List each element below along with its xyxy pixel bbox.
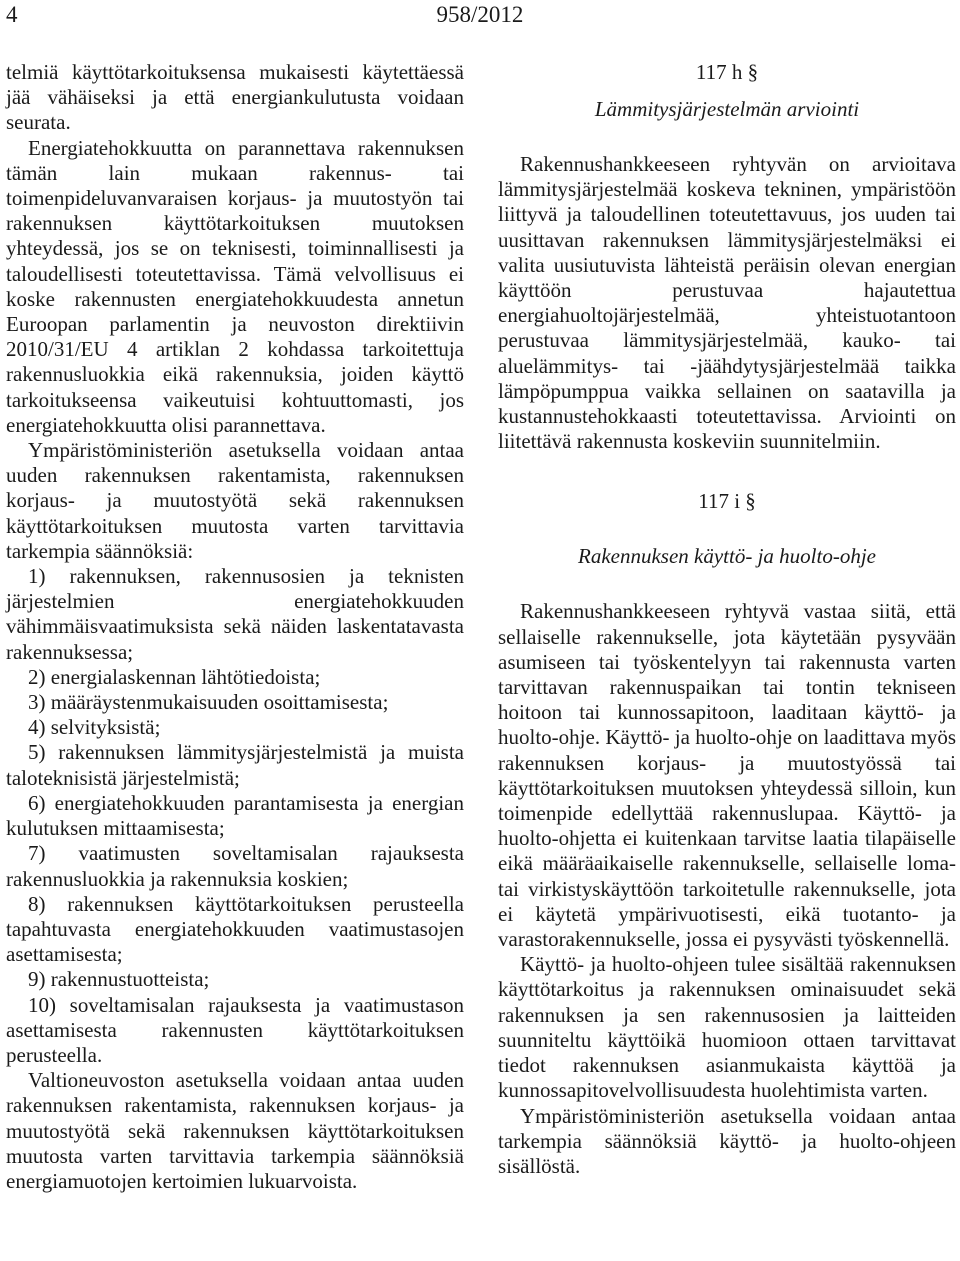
list-item-9: 9) rakennustuotteista; [28,967,210,992]
left-paragraph-last: Valtioneuvoston asetuksella voidaan antaa uuden rakennuksen rakentamista, rakennuksen korjaus- ja muutostyötä sekä rakennuksen käyttötarkoituksen muutosta varten tarvittavia tarkempia säännöksiä energiamuotojen kertoimien lukuarvoista. [6,1068,464,1193]
list-item-8: 8) rakennuksen käyttötarkoituksen perusteella tapahtuvasta energiatehokkuuden vaatimustasojen asettamisesta; [6,891,464,967]
page-number: 4 [6,2,18,27]
document-id: 958/2012 [436,2,524,27]
list-item-10: 10) soveltamisalan rajauksesta ja vaatimustason asettamisesta rakennusten käyttötarkoituksen perusteella. [6,992,464,1067]
section-117i-paragraph-2: Käyttö- ja huolto-ohjeen tulee sisältää rakennuksen käyttötarkoitus ja rakennuksen ominaisuudet sekä rakennuksen ja sen rakennusosien ja laitteiden suunniteltu käyttöikä huomioon ottaen tarvittavat tiedot rakennuksen asianmukaista käyttöä ja kunnossapitovelvollisuudesta huolehtimista varten. [498,952,956,1103]
section-117h-paragraph-1: Rakennushankkeeseen ryhtyvän on arvioitava lämmitysjärjestelmää koskeva tekninen, ympäristöön liittyvä ja taloudellinen toteutettavuus, jos uuden tai uusittavan rakennuksen lämmitysjärjestelmäksi ei valita uusiutuvista lähteistä peräisin olevan energian käyttöön perustuvaa hajautettua energiahuoltojärjestelmää, yhteistuotantoon perustuvaa lämmitysjärjestelmää, kauko- tai aluelämmitys- tai -jäähdytysjärjestelmää taikka lämpöpumppua vaikka sellainen on saatavilla ja kustannustehokkaasti toteutettavissa. Arviointi on liitettävä rakennusta koskeviin suunnitelmiin. [498,152,956,454]
list-item-2: 2) energialaskennan lähtötiedoista; [28,664,321,689]
section-title-117h: Lämmitysjärjestelmän arviointi [594,97,860,121]
list-item-3: 3) määräystenmukaisuuden osoittamisesta; [28,690,389,715]
section-117i-paragraph-3: Ympäristöministeriön asetuksella voidaan antaa tarkempia säännöksiä käyttö- ja huolto-ohjeen sisällöstä. [498,1103,956,1178]
section-title-117i: Rakennuksen käyttö- ja huolto-ohje [578,544,876,569]
list-item-7: 7) vaatimusten soveltamisalan rajauksesta rakennusluokkia ja rakennuksia koskien; [6,841,464,891]
section-heading-117h: 117 h § [695,60,759,84]
left-paragraph-3: Ympäristöministeriön asetuksella voidaan antaa uuden rakennuksen rakentamista, rakennuksen korjaus- ja muutostyötä sekä rakennuksen käyttötarkoituksen muutosta varten tarvittavia tarkempia säännöksiä: [6,438,464,563]
list-item-4: 4) selvityksistä; [28,715,161,740]
section-117i-paragraph-1: Rakennushankkeeseen ryhtyvä vastaa siitä, että sellaiselle rakennukselle, jota käytetään pysyvään asumiseen tai työskentelyyn tai rakennusta varten tarvittavan rakennuspaikan tai tontin tekniseen hoitoon tai kunnossapitoon, laaditaan käyttö- ja huolto-ohje. Käyttö- ja huolto-ohje on laadittava myös rakennuksen korjaus- ja muutostyössä tai käyttötarkoituksen muutoksen yhteydessä silloin, kun toimenpide edellyttää rakennuslupaa. Käyttö- ja huolto-ohjetta ei kuitenkaan tarvitse laatia tilapäiselle eikä määräaikaiselle rakennukselle, sellaiselle loma- tai virkistyskäyttöön tarkoitetulle rakennukselle, jota ei käytetä ympärivuotisesti, eikä tuotanto- ja varastorakennukselle, jossa ei pysyvästi työskennellä. [498,599,956,952]
right-column [498,60,956,1179]
list-item-5: 5) rakennuksen lämmitysjärjestelmistä ja muista taloteknisistä järjestelmistä; [6,740,464,790]
left-paragraph-2: Energiatehokkuutta on parannettava rakennuksen tämän lain mukaan rakennus- tai toimenpideluvanvaraisen korjaus- ja muutostyön tai rakennuksen käyttötarkoituksen muutoksen yhteydessä, jos se on teknisesti, toiminnallisesti ja taloudellisesti toteutettavissa. Tämä velvollisuus ei koske rakennusten energiatehokkuudesta annetun Euroopan parlamentin ja neuvoston direktiivin 2010/31/EU 4 artiklan 2 kohdassa tarkoitettuja rakennusluokkia eikä rakennuksia, joiden käyttö tarkoitukseensa vaikeutuisi kohtuuttomasti, jos energiatehokkuutta olisi parannettava. [6,135,464,437]
left-column [6,60,464,1194]
list-item-6: 6) energiatehokkuuden parantamisesta ja energian kulutuksen mittaamisesta; [6,790,464,841]
left-paragraph-1: telmiä käyttötarkoituksensa mukaisesti käytettäessä jää vähäiseksi ja että energiankulutusta voidaan seurata. [6,60,464,135]
section-heading-117i: 117 i § [698,489,756,514]
list-item-1: 1) rakennuksen, rakennusosien ja teknisten järjestelmien energiatehokkuuden vähimmäisvaatimuksista sekä näiden laskentatavasta rakennuksessa; [6,564,464,664]
